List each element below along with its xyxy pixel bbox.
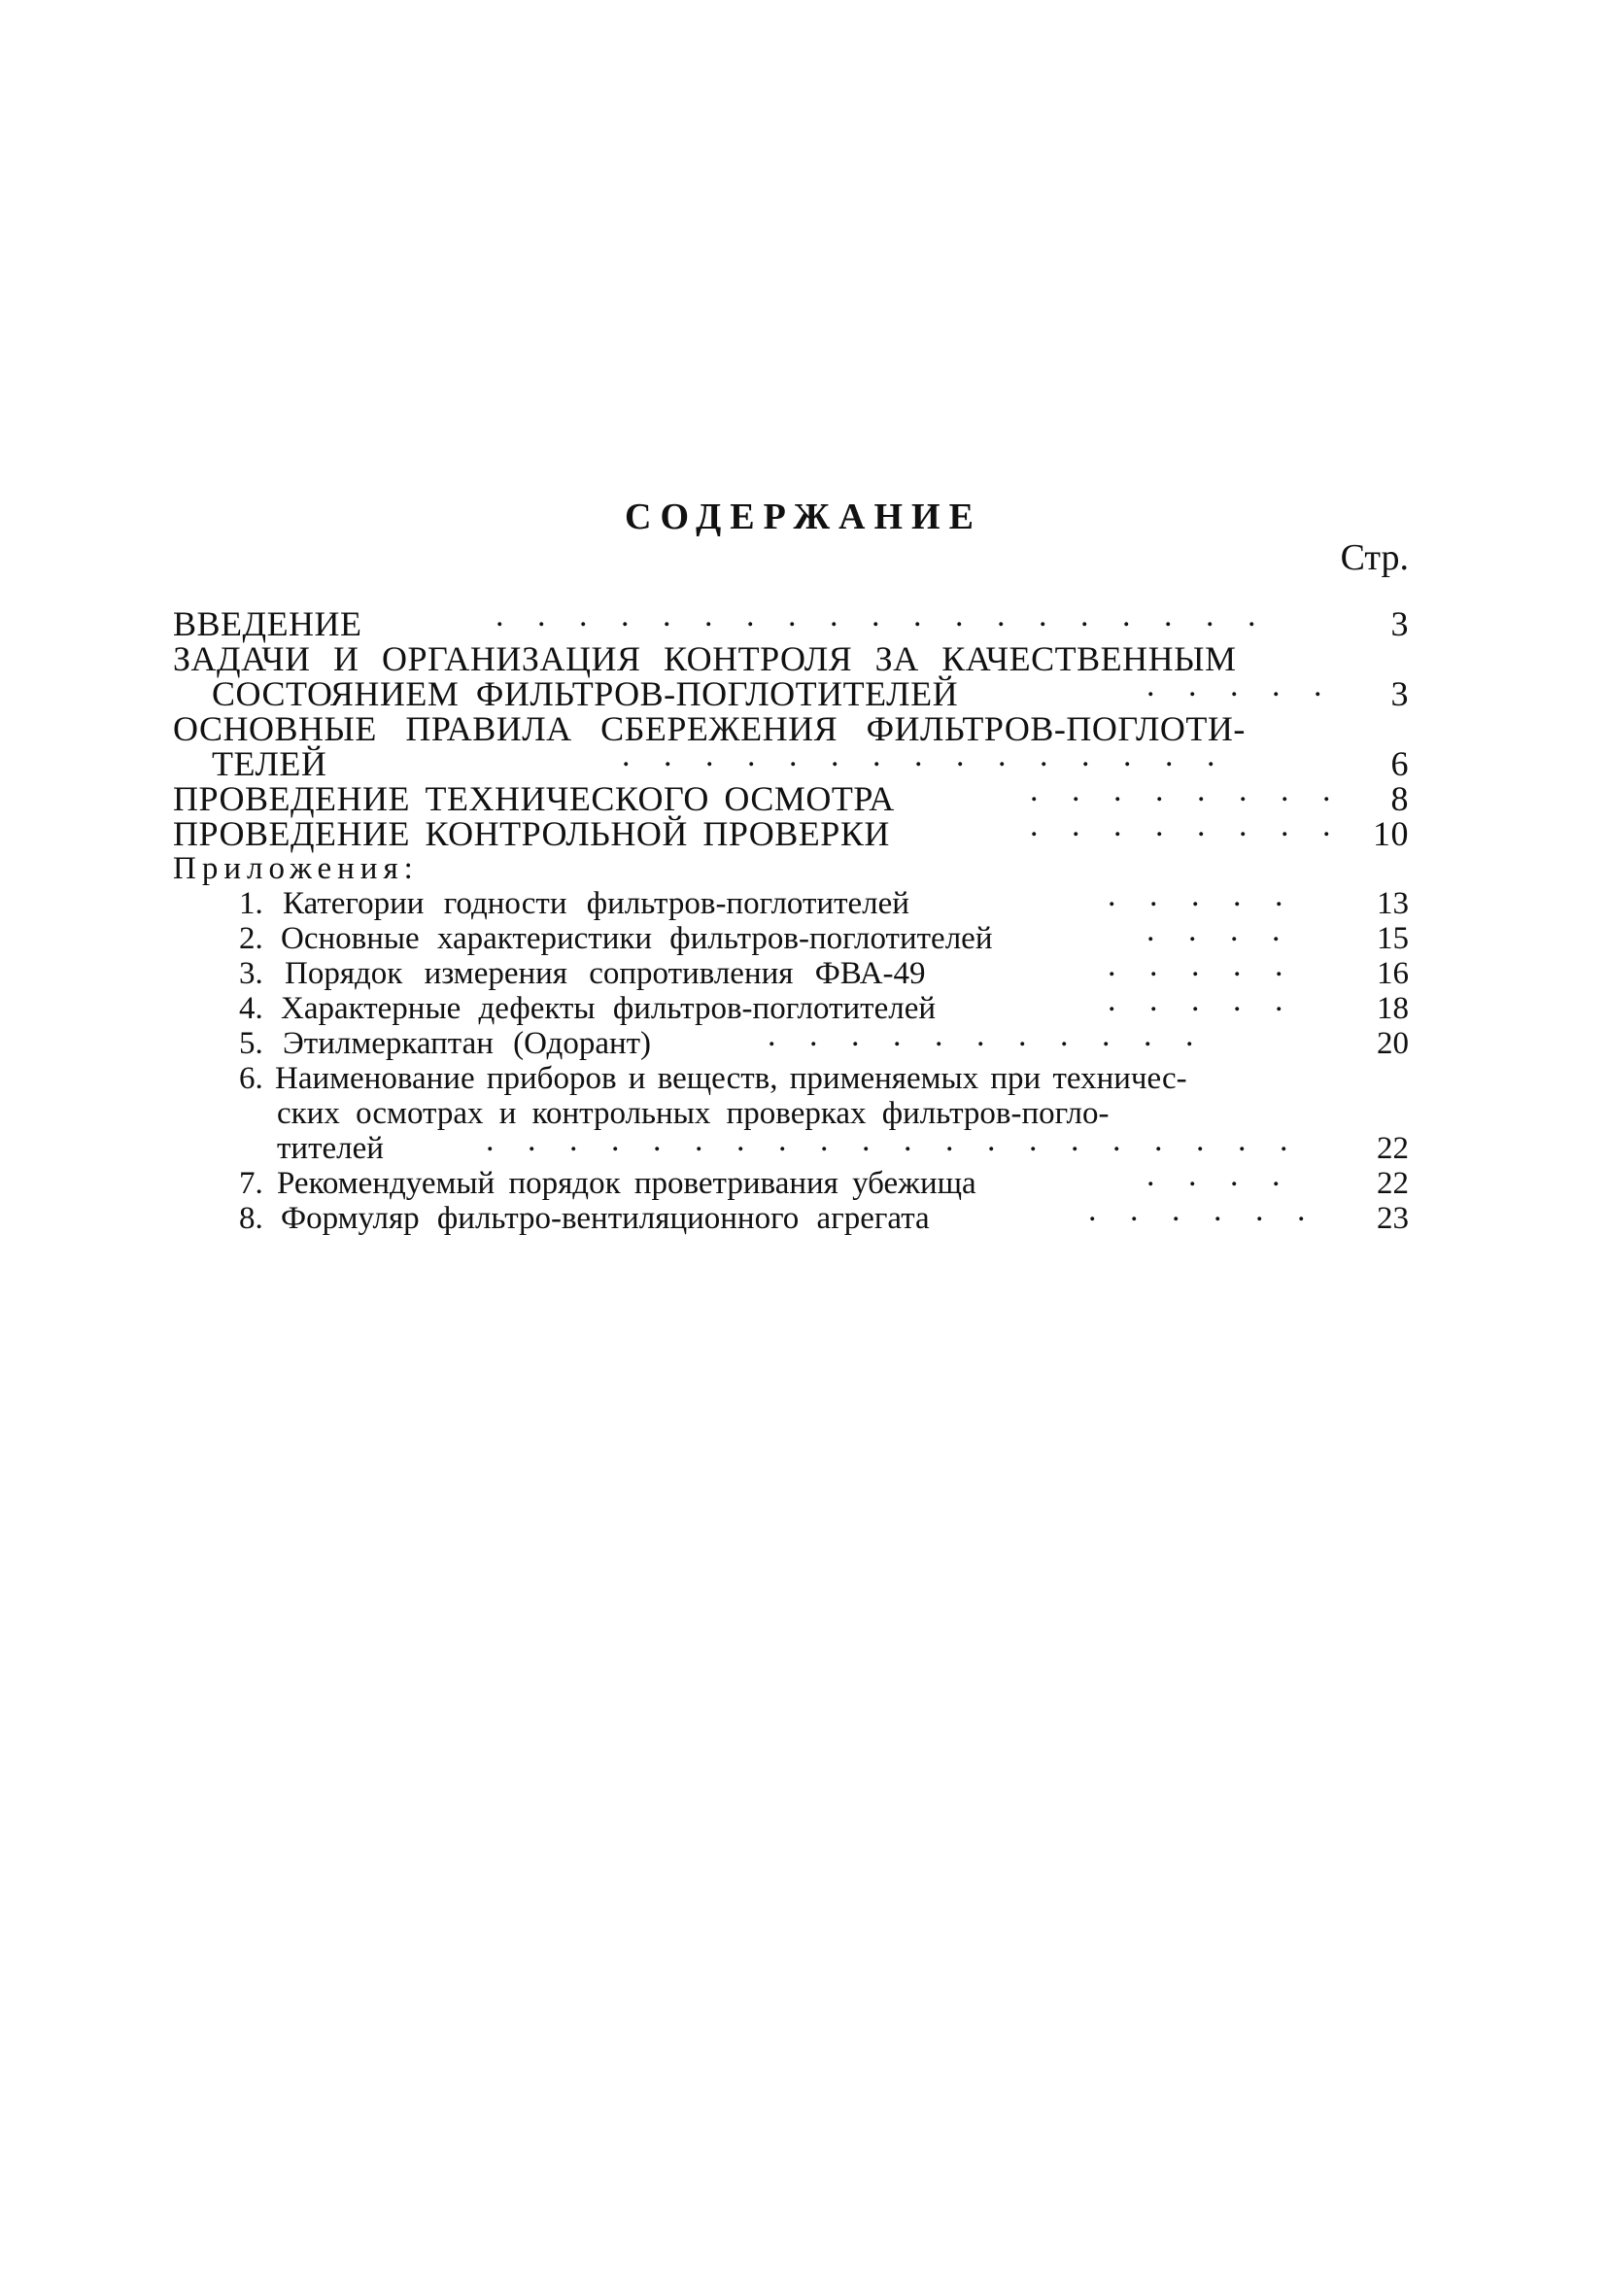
- toc-entry-title: ЗАДАЧИ И ОРГАНИЗАЦИЯ КОНТРОЛЯ ЗА КАЧЕСТВЕННЫМ: [173, 639, 1237, 678]
- toc-entry-title: 5. Этилмеркаптан (Одорант): [239, 1026, 652, 1061]
- dot-leader: . . . . . . . .: [1030, 807, 1344, 843]
- dot-leader: . . . . . .: [1088, 1192, 1318, 1228]
- dot-leader: . . . .: [1146, 912, 1293, 948]
- toc-entry-title: ОСНОВНЫЕ ПРАВИЛА СБЕРЕЖЕНИЯ ФИЛЬТРОВ-ПОГЛОТИ-: [173, 709, 1246, 748]
- dot-leader: . . . . . . . . . . . . . . .: [622, 737, 1228, 773]
- toc-entry-title: 1. Категории годности фильтров-поглотителей: [239, 886, 909, 921]
- dot-leader: . . . . .: [1108, 947, 1296, 983]
- toc-entry-page: 6: [1390, 744, 1409, 783]
- toc-entry-page: 3: [1390, 674, 1409, 713]
- dot-leader: . . . . . . . . . . . . . . . . . . .: [496, 598, 1269, 634]
- toc-entry-title: СОСТОЯНИЕМ ФИЛЬТРОВ-ПОГЛОТИТЕЛЕЙ: [212, 674, 959, 713]
- toc-entry-title: тителей: [277, 1131, 384, 1166]
- toc-entry-title: 8. Формуляр фильтро-вентиляционного агрегата: [239, 1201, 930, 1236]
- toc-entry-page: 23: [1377, 1201, 1409, 1236]
- toc-entry-page: 10: [1373, 814, 1409, 853]
- toc-entry-page: 8: [1390, 779, 1409, 818]
- dot-leader: . . . .: [1146, 1157, 1293, 1193]
- dot-leader: . . . . . . . . . . . . . . . . . . . .: [486, 1122, 1301, 1158]
- toc-entry-page: 18: [1377, 991, 1409, 1026]
- toc-entry-title: ских осмотрах и контрольных проверках фильтров-погло-: [277, 1096, 1110, 1131]
- toc-entry-page: 15: [1377, 921, 1409, 956]
- toc-entry-title: ТЕЛЕЙ: [212, 744, 327, 783]
- toc-entry-page: 22: [1377, 1131, 1409, 1166]
- toc-title: СОДЕРЖАНИЕ: [625, 497, 982, 537]
- dot-leader: . . . . . . . . . . .: [768, 1017, 1207, 1053]
- dot-leader: . . . . . . . .: [1030, 772, 1344, 808]
- toc-entry-title: 6. Наименование приборов и веществ, применяемых при техничес-: [239, 1061, 1187, 1096]
- dot-leader: . . . . .: [1108, 877, 1296, 913]
- toc-entry-page: 3: [1390, 604, 1409, 643]
- appendix-heading-label: Приложения:: [173, 851, 419, 886]
- toc-entry-title: ВВЕДЕНИЕ: [173, 604, 362, 643]
- toc-entry-page: 20: [1377, 1026, 1409, 1061]
- toc-entry-title: 2. Основные характеристики фильтров-поглотителей: [239, 921, 993, 956]
- toc-entry-page: 22: [1377, 1166, 1409, 1201]
- toc-entry-title: 4. Характерные дефекты фильтров-поглотителей: [239, 991, 937, 1026]
- dot-leader: . . . . .: [1146, 668, 1335, 703]
- toc-entry-page: 13: [1377, 886, 1409, 921]
- toc-entry-title: ПРОВЕДЕНИЕ ТЕХНИЧЕСКОГО ОСМОТРА: [173, 779, 895, 818]
- toc-entry-title: 7. Рекомендуемый порядок проветривания убежища: [239, 1166, 976, 1201]
- dot-leader: . . . . .: [1108, 982, 1296, 1018]
- pages-column-header: Стр.: [1340, 537, 1409, 578]
- toc-entry-title: ПРОВЕДЕНИЕ КОНТРОЛЬНОЙ ПРОВЕРКИ: [173, 814, 890, 853]
- toc-entry-title: 3. Порядок измерения сопротивления ФВА-49: [239, 956, 926, 991]
- toc-entry-page: 16: [1377, 956, 1409, 991]
